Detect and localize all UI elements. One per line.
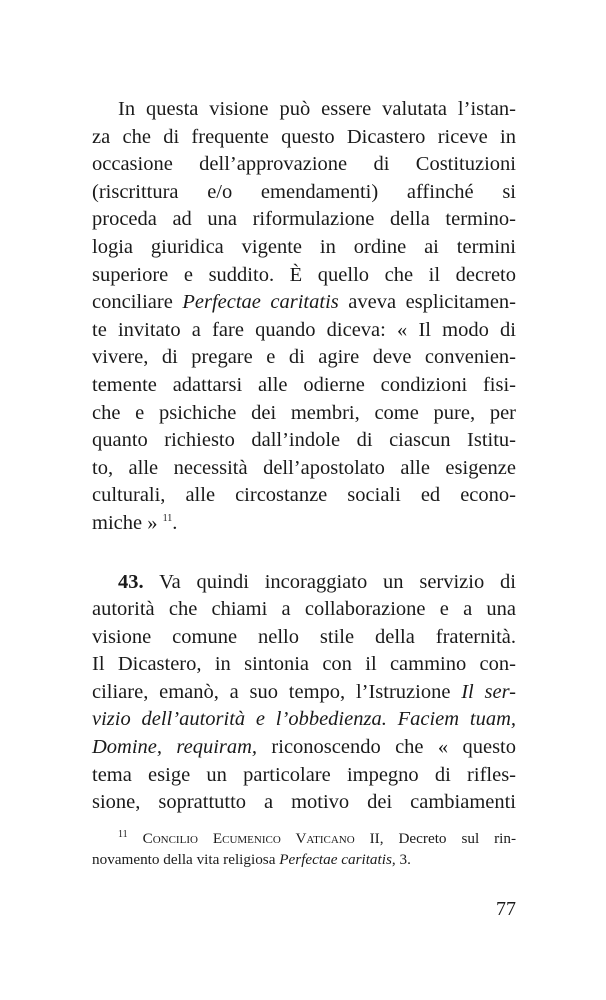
text-line: te invitato a fare quando diceva: « Il modo di [92, 318, 516, 341]
decree-title: Perfectae caritatis [279, 851, 392, 868]
text-run: miche » [92, 511, 163, 534]
text-line: (riscrittura e/o emendamenti) affinché si [92, 180, 516, 203]
text-line: vivere, di pregare e di agire deve convenien- [92, 346, 516, 369]
text-line: to, alle necessità dell’apostolato alle esigenze [92, 456, 516, 479]
text-line [92, 679, 516, 707]
text-run: conciliare [92, 291, 183, 314]
text-run: , Decreto sul rin- [379, 830, 517, 847]
text-line: occasione dell’approvazione di Costituzioni [92, 153, 516, 176]
text-line [92, 734, 516, 762]
instruction-title: Il ser- [461, 680, 516, 703]
text-run: novamento della vita religiosa [92, 851, 280, 868]
text-line: In questa visione può essere valutata l’istan- [118, 98, 516, 120]
footnote-marker: 11 [118, 828, 128, 840]
footnote [92, 828, 516, 870]
text-run: aveva esplicitamen- [338, 291, 517, 314]
text-line: sione, soprattutto a motivo dei cambiamenti [92, 791, 516, 814]
text-line: temente adattarsi alle odierne condizioni fisi- [92, 373, 516, 396]
text-line: superiore e suddito. È quello che il decreto [92, 263, 516, 286]
text-line [92, 289, 516, 317]
footnote-author: Concilio Ecumenico Vaticano II [142, 830, 380, 847]
decree-title: Perfectae caritatis [182, 291, 339, 314]
instruction-title: vizio dell’autorità e l’obbedienza. Faciem tuam, [92, 708, 516, 731]
paragraph-gap [92, 538, 516, 569]
paragraph-43 [92, 569, 516, 817]
text-line [92, 569, 516, 597]
text-line: che e psichiche dei membri, come pure, per [92, 401, 516, 424]
text-run: riconoscendo che « questo [257, 736, 516, 759]
footnote-reference: 11 [162, 513, 173, 525]
text-run: Va quindi incoraggiato un servizio di [143, 570, 516, 593]
text-line: proceda ad una riformulazione della termino- [92, 208, 516, 231]
paragraph-1 [92, 96, 516, 538]
text-run: , 3. [391, 851, 411, 868]
text-line: quanto richiesto dall’indole di ciascun Istitu- [92, 429, 516, 452]
text-line: visione comune nello stile della fraternità. [92, 625, 516, 648]
section-number: 43. [118, 570, 144, 593]
text-line [92, 510, 516, 538]
text-line: Il Dicastero, in sintonia con il cammino con- [92, 653, 516, 676]
text-line [92, 706, 516, 734]
text-run: ciliare, emanò, a suo tempo, l’Istruzione [92, 680, 462, 703]
page-body [92, 96, 516, 817]
page-number: 77 [496, 898, 516, 920]
text-line: autorità che chiami a collaborazione e a una [92, 598, 516, 621]
text-run: . [172, 511, 178, 534]
text-line: culturali, alle circostanze sociali ed econo- [92, 484, 516, 507]
footnote-line [92, 828, 516, 849]
text-line: za che di frequente questo Dicastero riceve in [92, 125, 516, 148]
footnote-line [92, 849, 516, 870]
text-line: tema esige un particolare impegno di rifles- [92, 763, 516, 786]
instruction-title: Domine, requiram, [92, 736, 258, 759]
text-line: logia giuridica vigente in ordine ai termini [92, 235, 516, 258]
